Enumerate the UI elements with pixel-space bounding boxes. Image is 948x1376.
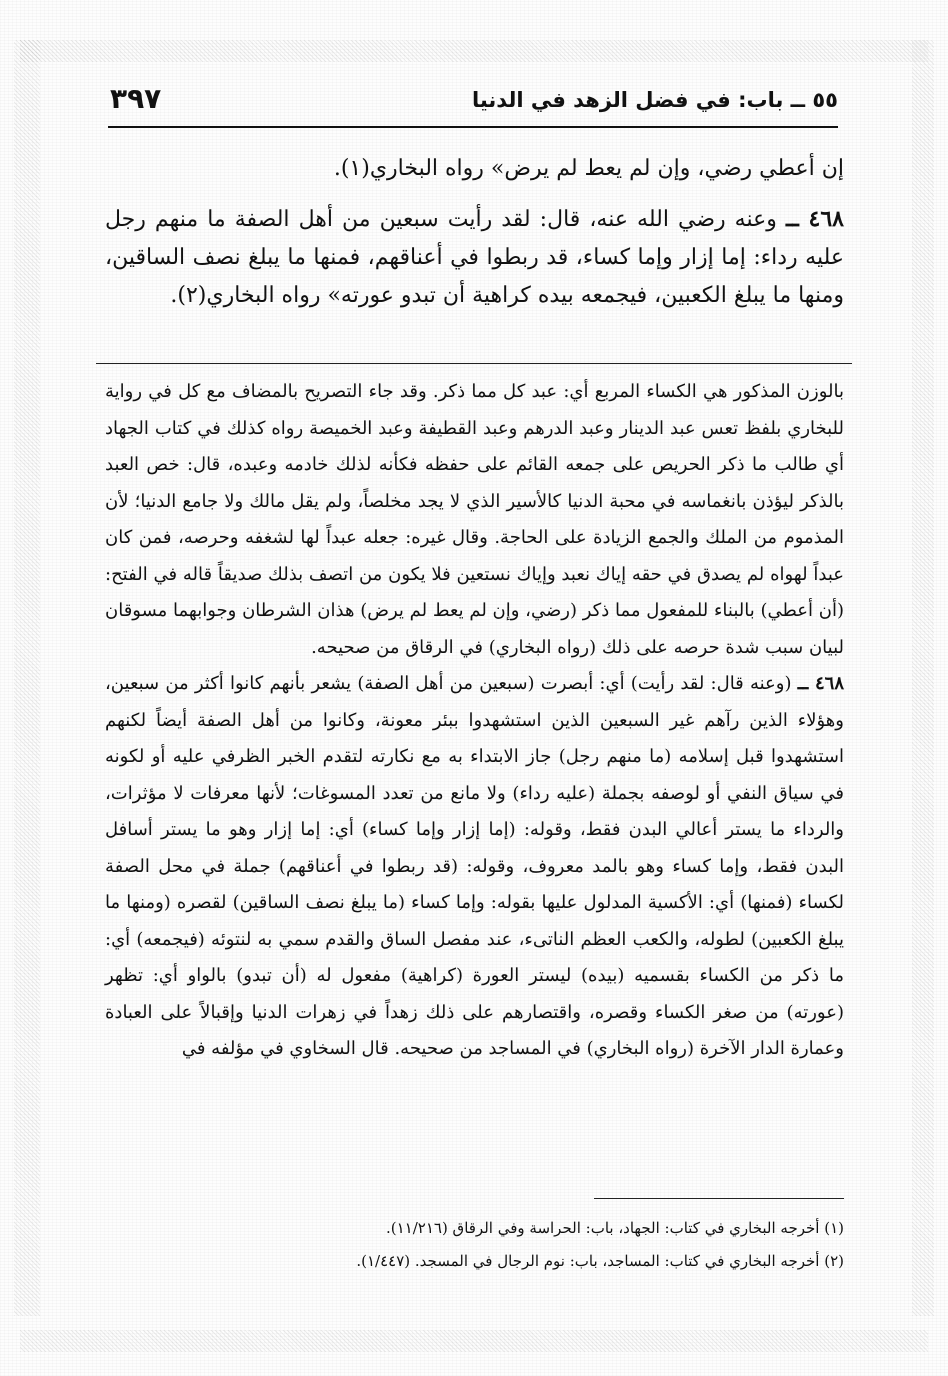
scan-border-top (20, 40, 928, 62)
commentary-text (105, 374, 844, 1068)
commentary-body: (وعنه قال: لقد رأيت) أي: أبصرت (سبعين من أهل الصفة) يشعر بأنهم كانوا أكثر من سبعين، وهؤلاء الذين رآهم غير السبعين الذين استشهدوا ببئر معونة، وكانوا من أهل الصفة أيضاً لكنهم استشهدوا قبل إسلامه (ما منهم رجل) جاز الابتداء به مع نكارته لتقدم الخبر الظرفي عليه أو لكونه في سياق النفي أو لوصفه بجملة (عليه رداء) ولا مانع من تعدد المسوغات؛ لأنها معرفات لا مؤثرات، والرداء ما يستر أعالي البدن فقط، وقوله: (إما إزار وإما كساء) أي: إما إزار وهو ما يستر أسافل البدن فقط، وإما كساء وهو بالمد معروف، وقوله: (قد ربطوا في أعناقهم) جملة في محل الصفة لكساء (فمنها) أي: الأكسية المدلول عليها بقوله: وإما كساء (ما يبلغ نصف الساقين) لقصره (ومنها ما يبلغ الكعبين) لطوله، والكعب العظم الناتىء، عند مفصل الساق والقدم سمي به لنتوئه (فيجمعه) أي: ما ذكر من الكساء بقسميه (بيده) ليستر العورة (كراهية) مفعول له (أن تبدو) بالواو أي: تظهر (عورته) من صغر الكساء وقصره، واقتصارهم على ذلك زهداً في زهرات الدنيا وإقبالاً على العبادة وعمارة الدار الآخرة (رواه البخاري) في المساجد من صحيحه. قال السخاوي في مؤلفه في (105, 673, 844, 1059)
hadith-text (105, 150, 844, 327)
hadith-body: وعنه رضي الله عنه، قال: لقد رأيت سبعين من أهل الصفة ما منهم رجل عليه رداء: إما إزار وإما كساء، قد ربطوا في أعناقهم، فمنها ما يبلغ نصف الساقين، ومنها ما يبلغ الكعبين، فيجمعه بيده كراهية أن تبدو عورته» رواه البخاري(٢). (105, 207, 844, 308)
scan-border-right (912, 40, 934, 1316)
scan-border-bottom (20, 1330, 928, 1352)
footnote-2: (٢) أخرجه البخاري في كتاب: المساجد، باب: نوم الرجال في المسجد. (١/٤٤٧). (356, 1252, 844, 1270)
footnotes (105, 1212, 844, 1278)
page-header (110, 82, 838, 126)
scan-border-left (14, 40, 40, 1316)
section-divider (96, 363, 852, 364)
hadith-continuation: إن أعطي رضي، وإن لم يعط لم يرض» رواه البخاري(١). (333, 156, 844, 181)
header-rule (108, 126, 838, 128)
hadith-number: ٤٦٨ ــ (785, 206, 844, 232)
page-number: ٣٩٧ (110, 82, 162, 115)
footnote-1: (١) أخرجه البخاري في كتاب: الجهاد، باب: الحراسة وفي الرقاق (١١/٢١٦). (385, 1219, 844, 1237)
hadith-468 (105, 200, 844, 315)
running-head: ٥٥ ــ باب: في فضل الزهد في الدنيا (471, 88, 838, 112)
commentary-number: ٤٦٨ ــ (797, 673, 844, 694)
footnote-rule (594, 1198, 844, 1199)
commentary-paragraph-1: بالوزن المذكور هي الكساء المربع أي: عبد كل مما ذكر. وقد جاء التصريح بالمضاف مع كل في رواية للبخاري بلفظ تعس عبد الدينار وعبد الدرهم وعبد القطيفة وعبد الخميصة رواه كذلك في كتاب الجهاد أي طالب ما ذكر الحريص على جمعه القائم على حفظه فكأنه لذلك خادمه وعبده، قال: خص العبد بالذكر ليؤذن بانغماسه في محبة الدنيا كالأسير الذي لا يجد مخلصاً، ولم يقل مالك ولا جامع الدنيا؛ لأن المذموم من الملك والجمع الزيادة على الحاجة. وقال غيره: جعله عبداً لها لشغفه وحرصه، فمن كان عبداً لهواه لم يصدق في حقه إياك نعبد وإياك نستعين فلا يكون من اتصف بذلك صديقاً قاله في الفتح: (أن أعطي) بالبناء للمفعول مما ذكر (رضي، وإن لم يعط لم يرض) هذان الشرطان وجوابهما مسوقان لبيان سبب شدة حرصه على ذلك (رواه البخاري) في الرقاق من صحيحه. (105, 381, 844, 658)
commentary-paragraph-2 (105, 666, 844, 1068)
